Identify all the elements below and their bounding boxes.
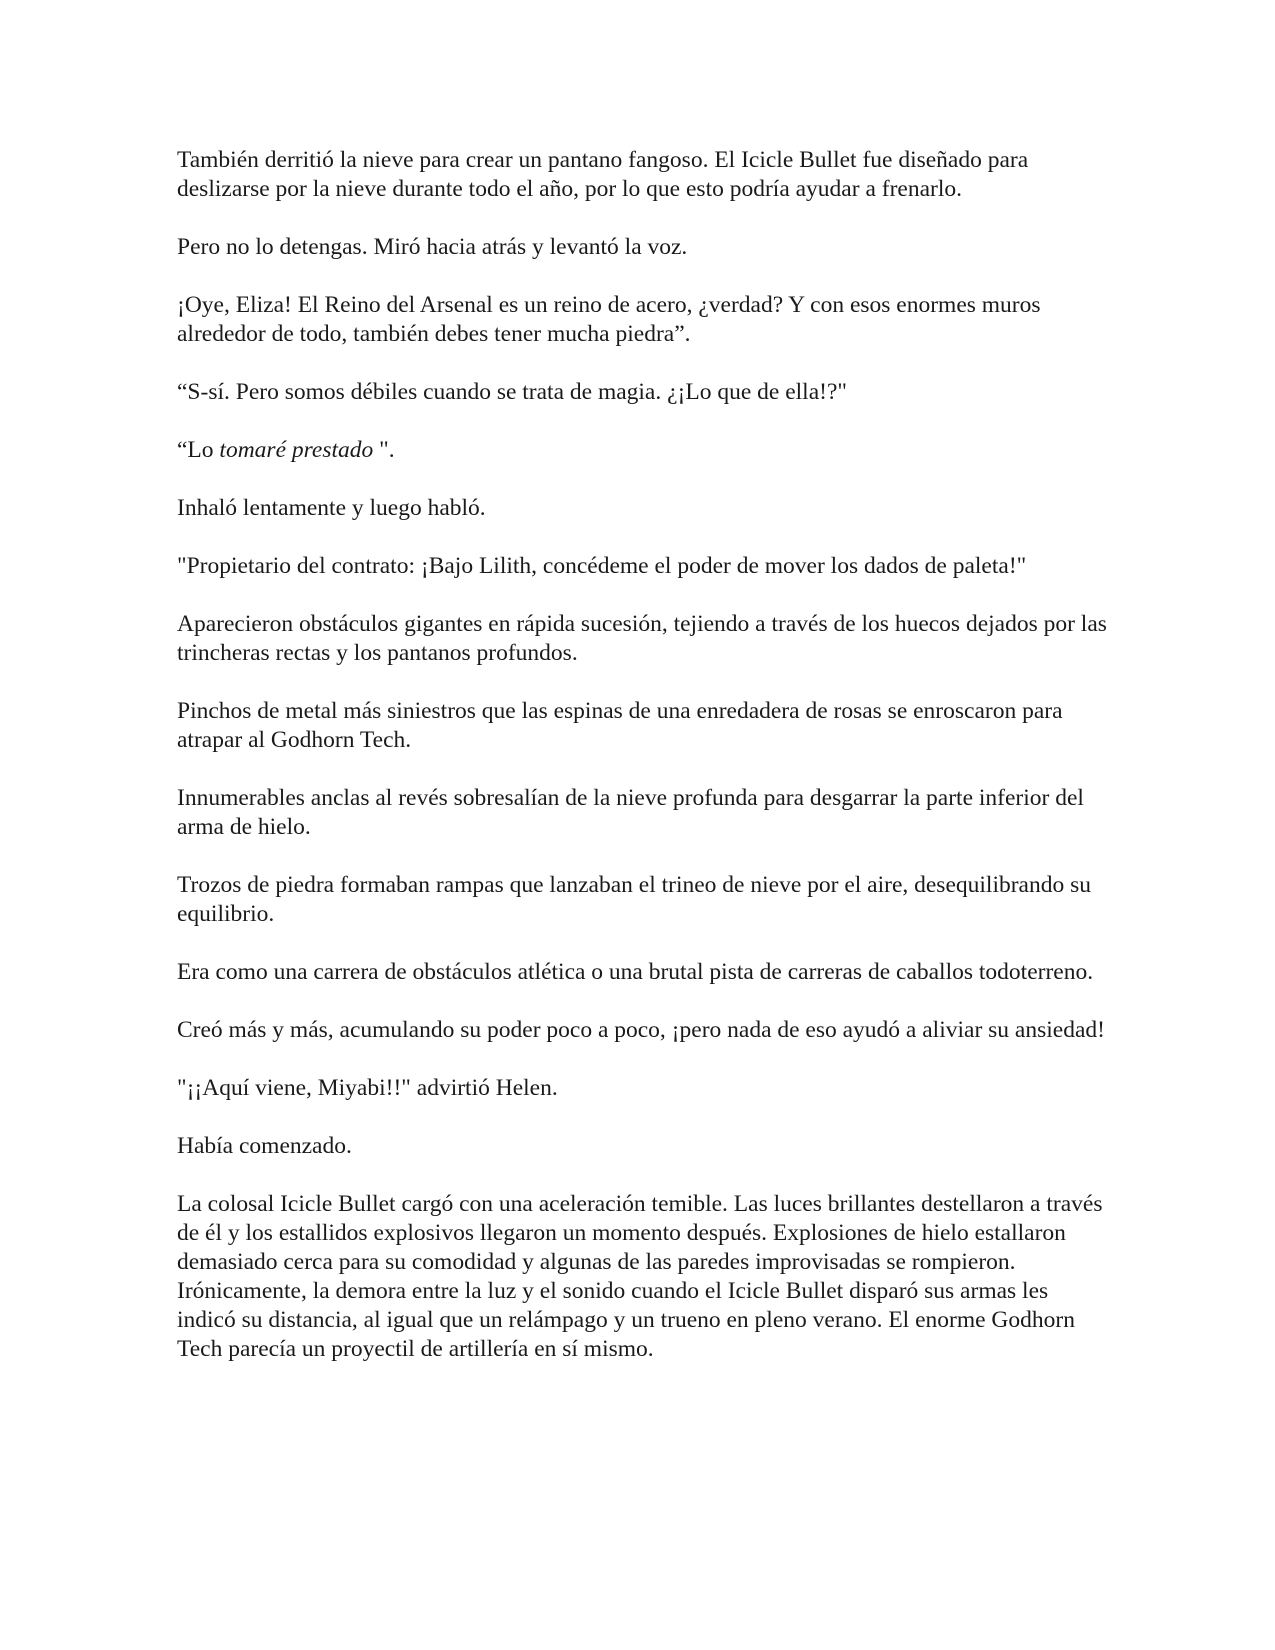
paragraph-6: Inhaló lentamente y luego habló. <box>177 495 486 521</box>
paragraph-7: "Propietario del contrato: ¡Bajo Lilith, concédeme el poder de mover los dados de paleta!" <box>177 553 1027 579</box>
paragraph-12: Era como una carrera de obstáculos atlética o una brutal pista de carreras de caballos todoterreno. <box>177 959 1094 985</box>
paragraph-16: La colosal Icicle Bullet cargó con una aceleración temible. Las luces brillantes destellaron a través de él y los estallidos explosivos llegaron un momento después. Explosiones de hielo estallaron demasiado cerca para su comodidad y algunas de las paredes improvisadas se rompieron. Irónicamente, la demora entre la luz y el sonido cuando el Icicle Bullet disparó sus armas les indicó su distancia, al igual que un relámpago y un trueno en pleno verano. El enorme Godhorn Tech parecía un proyectil de artillería en sí mismo. <box>177 1191 1103 1362</box>
paragraph-2: Pero no lo detengas. Miró hacia atrás y levantó la voz. <box>177 234 688 260</box>
paragraph-10: Innumerables anclas al revés sobresalían de la nieve profunda para desgarrar la parte inferior del arma de hielo. <box>177 785 1084 840</box>
paragraph-5 <box>177 436 1107 465</box>
paragraph-5-italic: tomaré prestado <box>219 437 374 463</box>
body-text <box>177 146 1107 1393</box>
paragraph-14: "¡¡Aquí viene, Miyabi!!" advirtió Helen. <box>177 1075 558 1101</box>
paragraph-11: Trozos de piedra formaban rampas que lanzaban el trineo de nieve por el aire, desequilibrando su equilibrio. <box>177 872 1091 927</box>
paragraph-4: “S-sí. Pero somos débiles cuando se trata de magia. ¿¡Lo que de ella!?" <box>177 379 847 405</box>
paragraph-1: También derritió la nieve para crear un pantano fangoso. El Icicle Bullet fue diseñado para deslizarse por la nieve durante todo el año, por lo que esto podría ayudar a frenarlo. <box>177 147 1029 202</box>
paragraph-5-start: “Lo <box>177 437 220 463</box>
paragraph-13: Creó más y más, acumulando su poder poco a poco, ¡pero nada de eso ayudó a aliviar su ansiedad! <box>177 1017 1105 1043</box>
paragraph-8: Aparecieron obstáculos gigantes en rápida sucesión, tejiendo a través de los huecos dejados por las trincheras rectas y los pantanos profundos. <box>177 611 1107 666</box>
paragraph-3: ¡Oye, Eliza! El Reino del Arsenal es un reino de acero, ¿verdad? Y con esos enormes muros alrededor de todo, también debes tener mucha piedra”. <box>177 292 1041 347</box>
paragraph-9: Pinchos de metal más siniestros que las espinas de una enredadera de rosas se enroscaron para atrapar al Godhorn Tech. <box>177 698 1063 753</box>
paragraph-5-end: ". <box>373 437 395 463</box>
paragraph-15: Había comenzado. <box>177 1133 352 1159</box>
